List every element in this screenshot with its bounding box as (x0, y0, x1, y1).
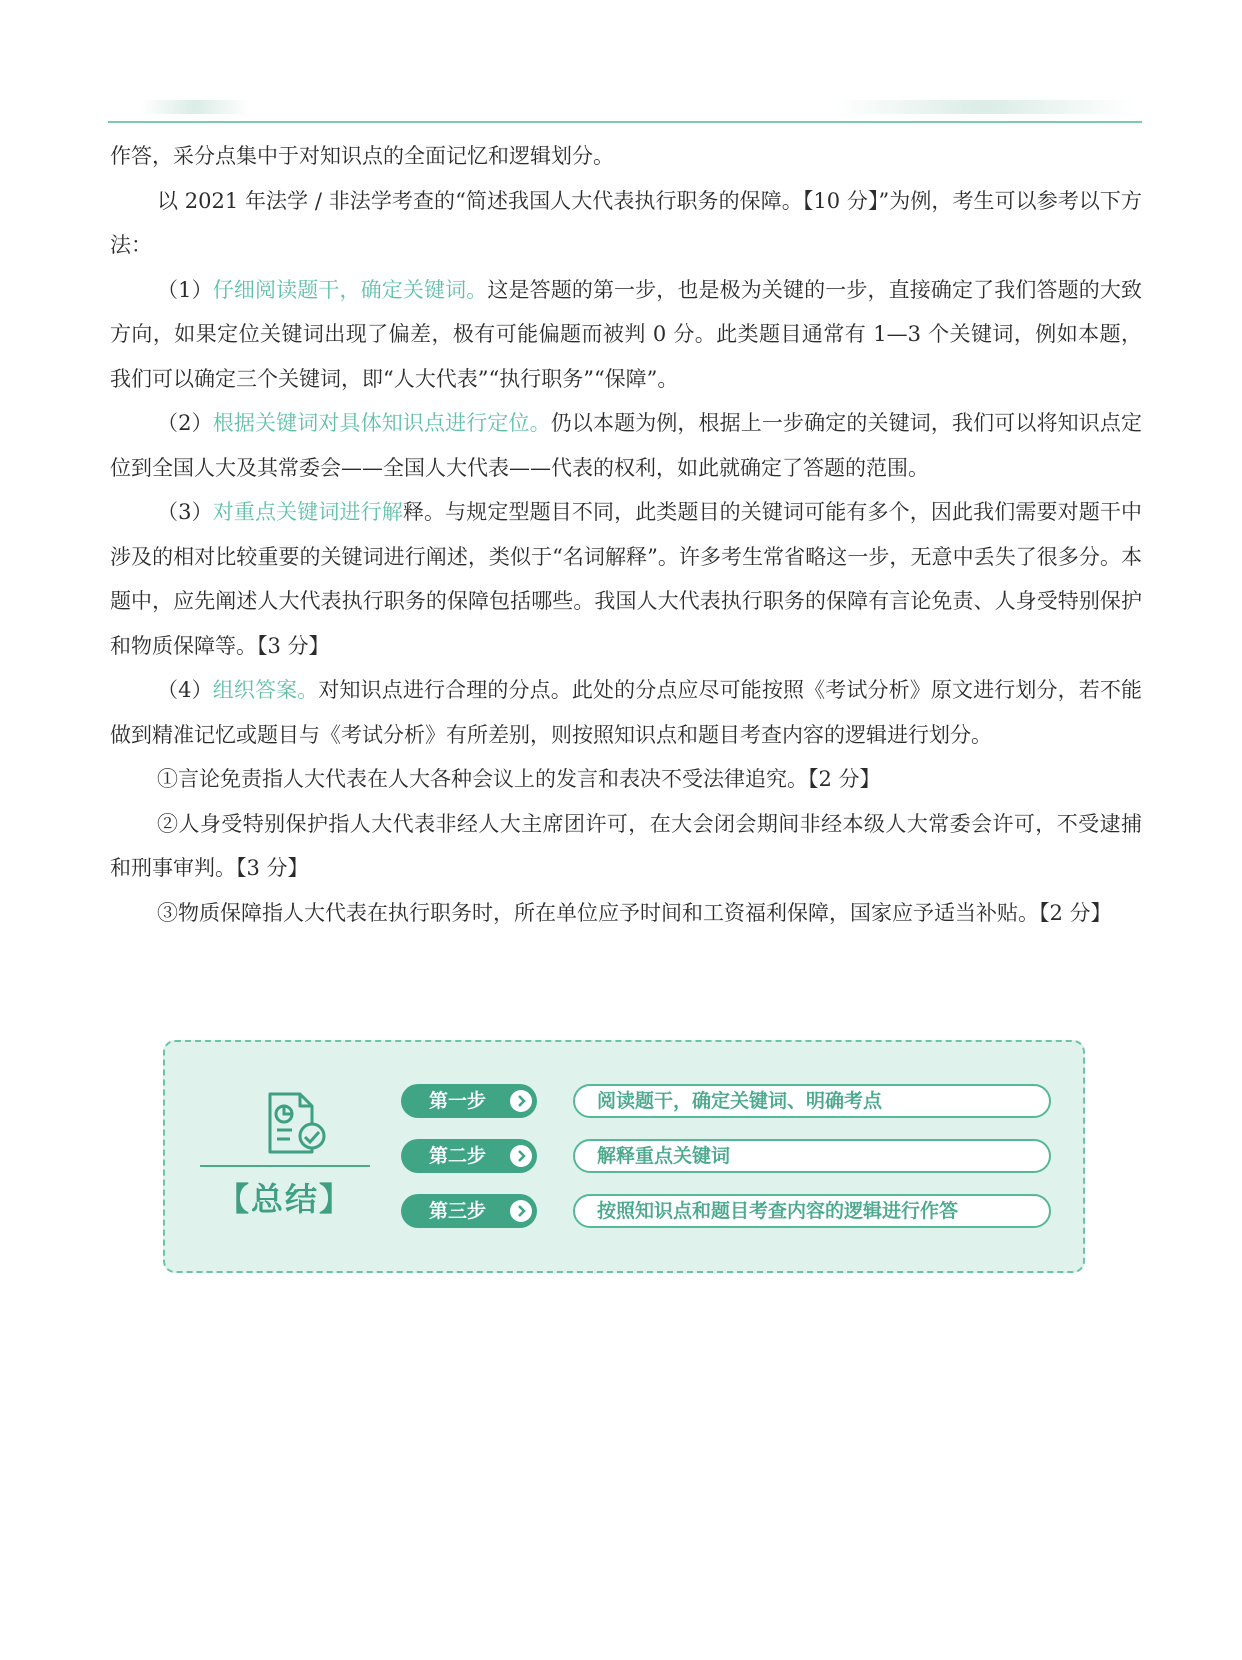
step-3-description: 按照知识点和题目考查内容的逻辑进行作答 (573, 1194, 1051, 1228)
chevron-right-icon (510, 1090, 532, 1112)
answer-point-3: ③物质保障指人大代表在执行职务时，所在单位应予时间和工资福利保障，国家应予适当补贴。【2 分】 (157, 900, 1112, 925)
step-4-number: （4） (157, 678, 213, 702)
step-3-text: 释。与规定型题目不同，此类题目的关键词可能有多个，因此我们需要对题干中涉及的相对比较重要的关键词进行阐述，类似于“名词解释”。许多考生常省略这一步，无意中丢失了很多分。本题中，应先阐述人大代表执行职务的保障包括哪些。我国人大代表执行职务的保障有言论免责、人身受特别保护和物质保障等。【3 分】 (110, 500, 1142, 658)
summary-box (163, 1040, 1085, 1273)
step-4-text: 对知识点进行合理的分点。此处的分点应尽可能按照《考试分析》原文进行划分，若不能做到精准记忆或题目与《考试分析》有所差别，则按照知识点和题目考查内容的逻辑进行划分。 (110, 678, 1143, 747)
step-1-number: （1） (157, 277, 213, 302)
step-3-label (401, 1194, 537, 1228)
step-2-heading: 根据关键词对具体知识点进行定位。 (212, 411, 551, 435)
document-chart-icon (260, 1090, 330, 1160)
step-4-heading: 组织答案。 (212, 678, 319, 702)
summary-divider (200, 1165, 370, 1167)
header-decoration-left (140, 100, 250, 114)
paragraph-step-2 (110, 401, 1142, 490)
step-1-label (401, 1084, 537, 1118)
answer-point-2: ②人身受特别保护指人大代表非经人大主席团许可，在大会闭会期间非经本级人大常委会许可，不受逮捕和刑事审判。【3 分】 (110, 811, 1142, 880)
step-2-number: （2） (157, 411, 213, 435)
answer-point-1: ①言论免责指人大代表在人大各种会议上的发言和表决不受法律追究。【2 分】 (157, 767, 881, 791)
step-1-text: 这是答题的第一步，也是极为关键的一步，直接确定了我们答题的大致方向，如果定位关键词出现了偏差，极有可能偏题而被判 0 分。此类题目通常有 1—3 个关键词，例如本题，我们可以确定三个关键词，即“人大代表”“执行职务”“保障”。 (110, 277, 1142, 391)
step-2-text: 仍以本题为例，根据上一步确定的关键词，我们可以将知识点定位到全国人大及其常委会——全国人大代表——代表的权利，如此就确定了答题的范围。 (110, 411, 1143, 480)
step-2-label (401, 1139, 537, 1173)
step-1-description: 阅读题干，确定关键词、明确考点 (573, 1084, 1051, 1118)
article-body (110, 134, 1142, 935)
summary-title: 【总结】 (216, 1180, 353, 1218)
step-2-label-text: 第二步 (429, 1145, 487, 1167)
step-1-label-text: 第一步 (429, 1090, 487, 1112)
paragraph-step-1 (110, 268, 1142, 402)
paragraph-intro-continued: 作答，采分点集中于对知识点的全面记忆和逻辑划分。 (110, 144, 614, 168)
paragraph-example: 以 2021 年法学 / 非法学考查的“简述我国人大代表执行职务的保障。【10 分】”为例，考生可以参考以下方法： (110, 188, 1142, 257)
header-rule (108, 121, 1142, 123)
chevron-right-icon (510, 1145, 532, 1167)
paragraph-step-3 (110, 490, 1142, 668)
step-1-heading: 仔细阅读题干，确定关键词。 (212, 277, 488, 302)
chevron-right-icon (510, 1200, 532, 1222)
step-3-heading: 对重点关键词进行解 (212, 500, 403, 524)
step-3-label-text: 第三步 (429, 1200, 487, 1222)
step-3-number: （3） (157, 500, 213, 524)
header-decoration-right (835, 100, 1135, 114)
paragraph-step-4 (110, 668, 1142, 757)
step-2-description: 解释重点关键词 (573, 1139, 1051, 1173)
